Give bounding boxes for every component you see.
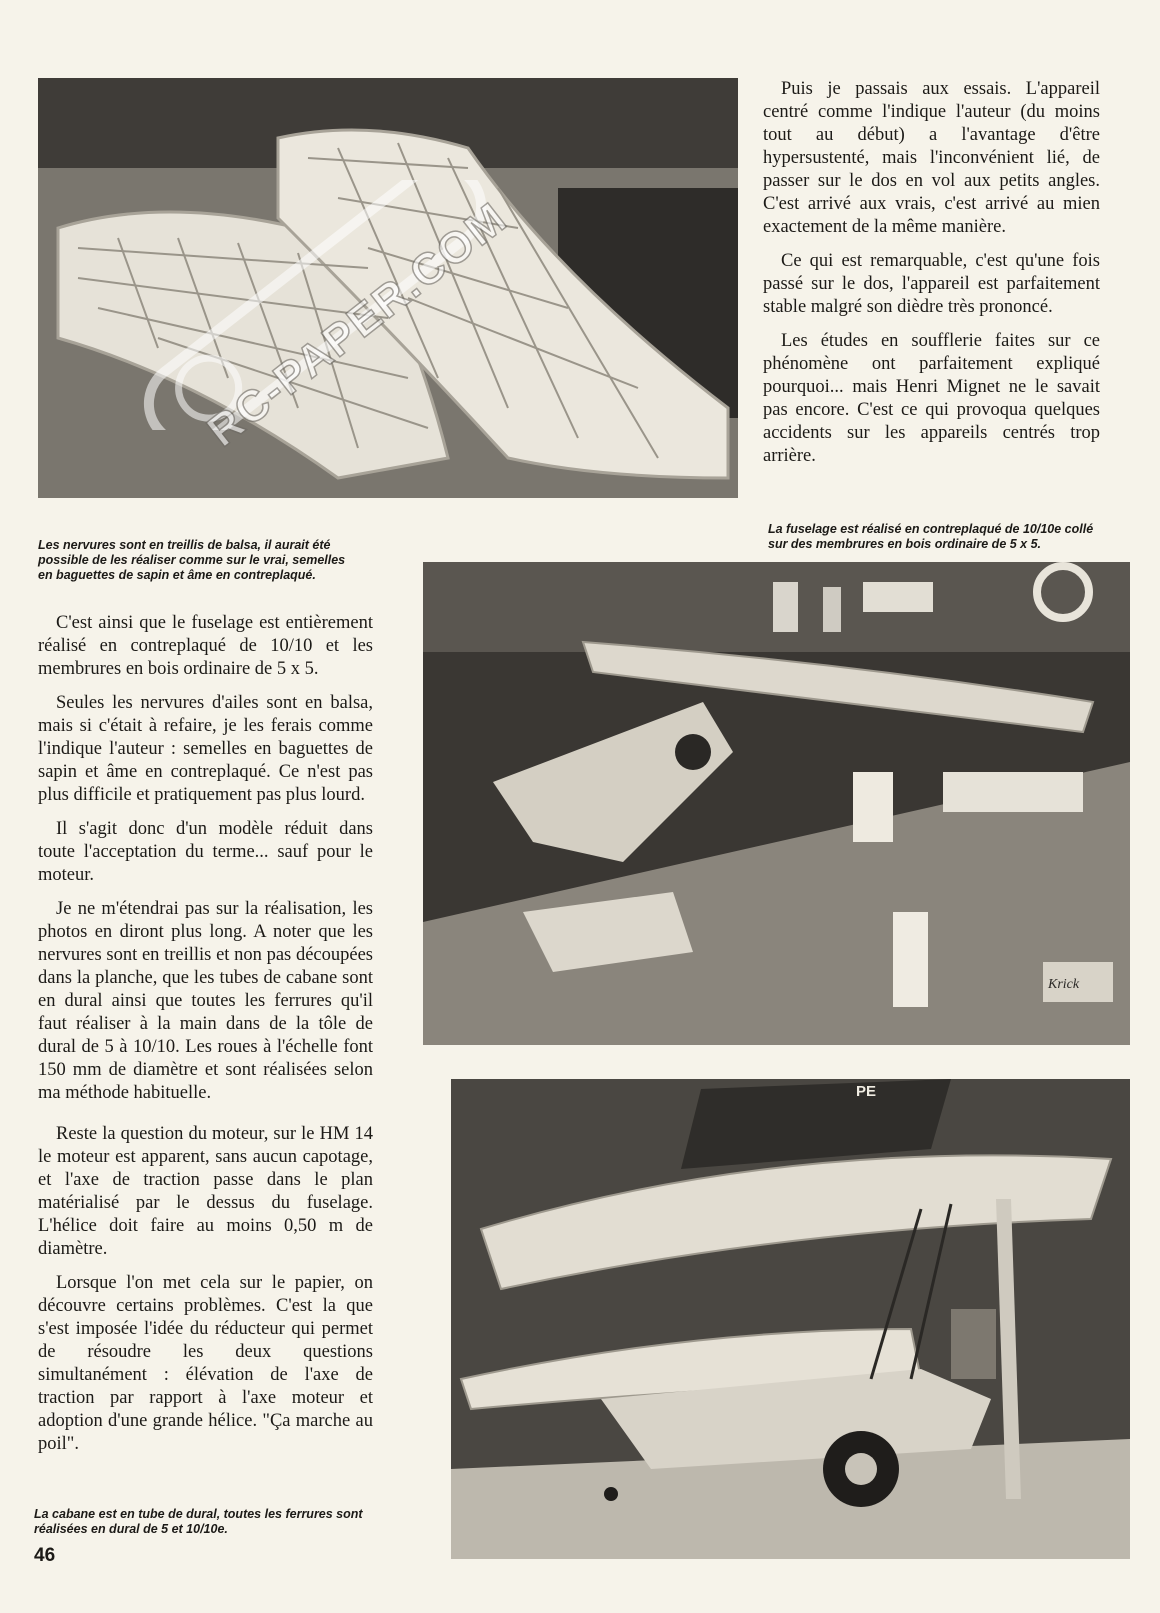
caption-wing-ribs: Les nervures sont en treillis de balsa, il aurait été possible de les réaliser comme sur le vrai, semelles en baguettes de sapin et âme en contreplaqué. [38, 538, 346, 582]
plane-registration-label: PE [856, 1083, 877, 1100]
paragraph: Lorsque l'on met cela sur le papier, on découvre certains problèmes. C'est la que s'est imposée l'idée du réducteur qui permet de résoudre les deux questions simultanément : élévation de l'axe de traction par rapport à l'axe moteur et adoption d'une grande hélice. "Ça marche au poil". [38, 1273, 373, 1454]
caption-cabane: La cabane est en tube de dural, toutes les ferrures sont réalisées en dural de 5 et 10/10e. [34, 1507, 363, 1536]
paragraph: Les études en soufflerie faites sur ce phénomène ont parfaitement expliqué pourquoi... mais Henri Mignet ne le savait pas encore. C'est ce qui provoqua quelques accidents sur les appareils centrés trop arrière. [763, 331, 1100, 466]
paragraph: Reste la question du moteur, sur le HM 14 le moteur est apparent, sans aucun capotage, et l'axe de traction passe dans le plan matérialisé par le dessus du fuselage. L'hélice doit faire au moins 0,50 m de diamètre. [38, 1124, 373, 1259]
cabane-model-illustration [451, 1079, 1130, 1559]
top-right-text-column [763, 78, 1100, 479]
photo-fuselage-workbench [423, 562, 1130, 1045]
paragraph: Il s'agit donc d'un modèle réduit dans toute l'acceptation du terme... sauf pour le moteur. [38, 819, 373, 885]
watermark-text: RC-PAPER.COM [198, 192, 517, 457]
paragraph: Seules les nervures d'ailes sont en balsa, mais si c'était à refaire, je les ferais comme l'indique l'auteur : semelles en baguettes de sapin et âme en contreplaqué. Ce n'est pas plus difficile et pratiquement pas plus lourd. [38, 693, 373, 805]
paragraph: Je ne m'étendrai pas sur la réalisation, les photos en diront plus long. A noter que les nervures sont en treillis et non pas découpées dans la planche, que les tubes de cabane sont en dural ainsi que toutes les ferrures qu'il faut réaliser à la main dans de la tôle de dural de 5 à 10/10. Les roues à l'échelle font 150 mm de diamètre et sont réalisées selon ma méthode habituelle. [38, 899, 373, 1103]
paragraph: C'est ainsi que le fuselage est entièrement réalisé en contreplaqué de 10/10 et les membrures en bois ordinaire de 5 x 5. [38, 613, 373, 679]
page-number: 46 [34, 1545, 56, 1566]
workbench-illustration [423, 562, 1130, 1045]
tube-label: Krick [1048, 977, 1080, 992]
left-text-column [38, 612, 373, 1467]
paragraph: Ce qui est remarquable, c'est qu'une fois passé sur le dos, l'appareil est parfaitement stable malgré son dièdre très prononcé. [763, 251, 1100, 317]
photo-cabane-model [451, 1079, 1130, 1559]
paragraph: Puis je passais aux essais. L'appareil centré comme l'indique l'auteur (du moins tout au début) a l'avantage d'être hypersustenté, mais l'inconvénient lié, de passer sur le dos en vol aux petits angles. C'est arrivé aux vrais, c'est arrivé au mien exactement de la même manière. [763, 79, 1100, 237]
caption-fuselage: La fuselage est réalisé en contreplaqué de 10/10e collé sur des membrures en bois ordinaire de 5 x 5. [768, 522, 1094, 551]
